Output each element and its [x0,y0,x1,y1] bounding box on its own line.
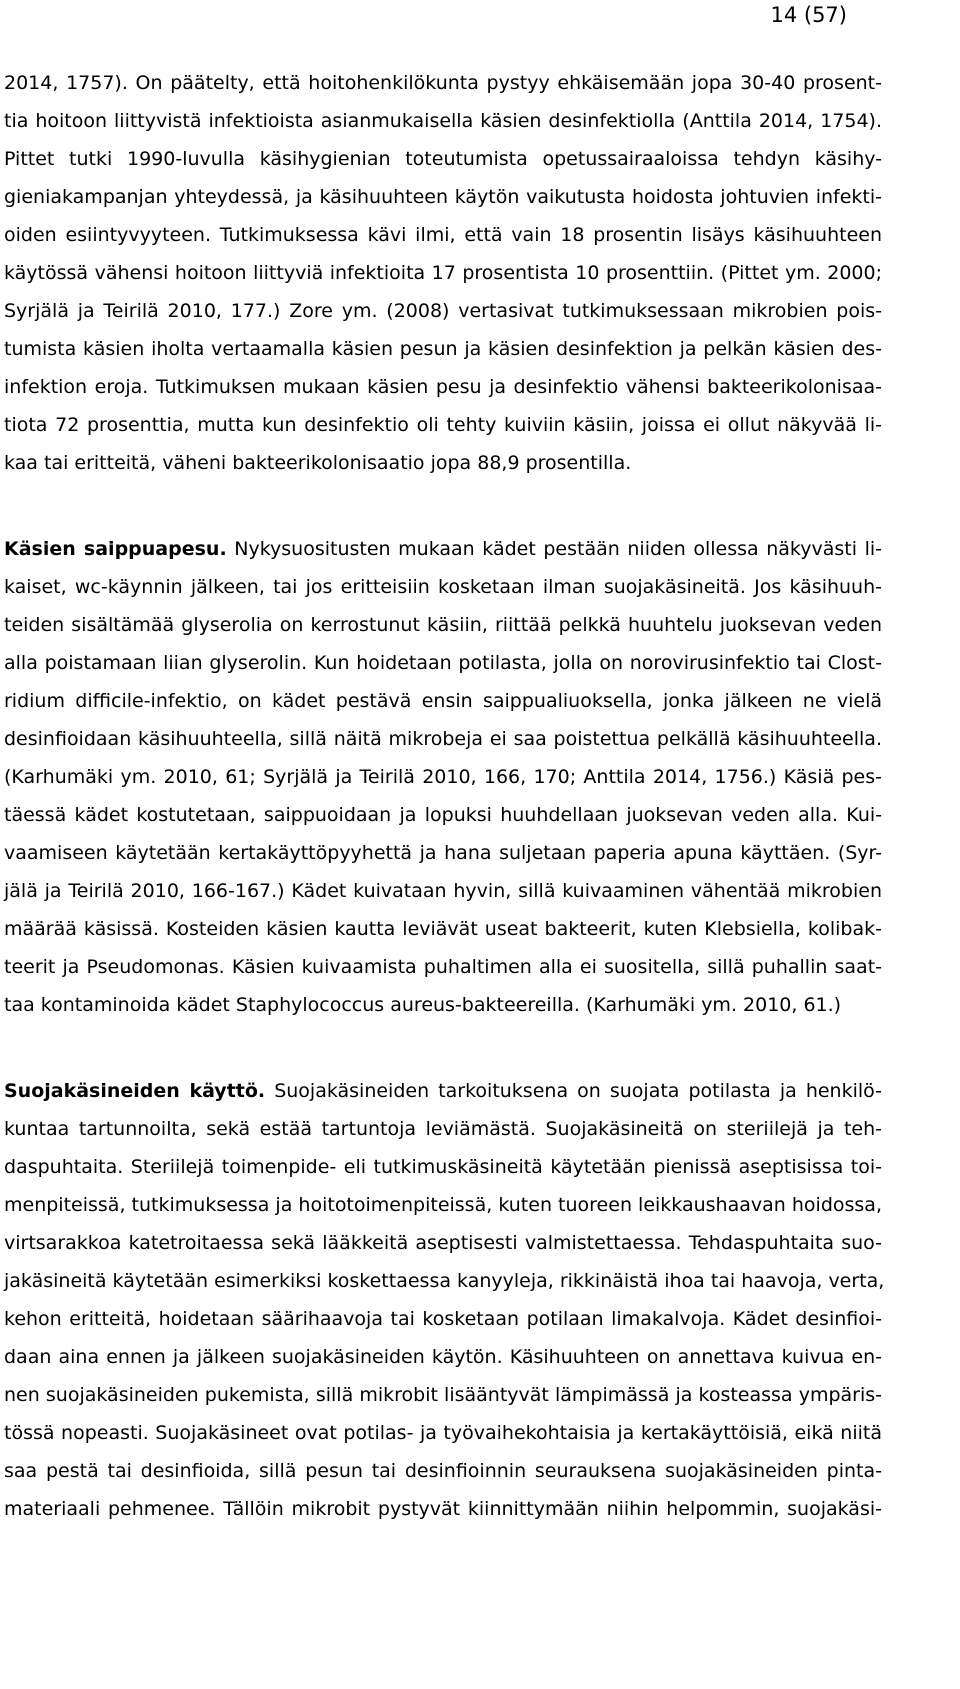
text-line: tia hoitoon liittyvistä infektioista asianmukaisella käsien desinfektiolla (Anttila 2014, 1754). [4,110,882,132]
document-body [4,64,885,1528]
text-line: alla poistamaan liian glyserolin. Kun hoidetaan potilasta, jolla on norovirusinfektio tai Clost- [4,652,882,674]
text-line: desinfioidaan käsihuuhteella, sillä näitä mikrobeja ei saa poistettua pelkällä käsihuuhteella. [4,728,882,750]
text-line: infektion eroja. Tutkimuksen mukaan käsien pesu ja desinfektio vähensi bakteerikolonisaa- [4,376,882,398]
text-run: Suojakäsineiden tarkoituksena on suojata potilasta ja henkilö- [265,1080,882,1102]
text-line: saa pestä tai desinfioida, sillä pesun tai desinfioinnin seurauksena suojakäsineiden pinta- [4,1460,882,1482]
paragraph-soap-washing [4,530,882,1024]
text-line: taa kontaminoida kädet Staphylococcus aureus-bakteereilla. (Karhumäki ym. 2010, 61.) [4,994,842,1016]
text-line: daan aina ennen ja jälkeen suojakäsineiden käytön. Käsihuuhteen on annettava kuivua en- [4,1346,882,1368]
text-line: määrää käsissä. Kosteiden käsien kautta leviävät useat bakteerit, kuten Klebsiella, kolibak- [4,918,882,940]
section-heading: Suojakäsineiden käyttö. [4,1080,266,1102]
text-line: teerit ja Pseudomonas. Käsien kuivaamista puhaltimen alla ei suositella, sillä puhallin saat- [4,956,882,978]
text-line: Syrjälä ja Teirilä 2010, 177.) Zore ym. (2008) vertasivat tutkimuksessaan mikrobien pois- [4,300,882,322]
text-line: tumista käsien iholta vertaamalla käsien pesun ja käsien desinfektion ja pelkän käsien des- [4,338,882,360]
text-line: kaa tai eritteitä, väheni bakteerikolonisaatio jopa 88,9 prosentilla. [4,452,632,474]
text-line: gieniakampanjan yhteydessä, ja käsihuuhteen käytön vaikutusta hoidosta johtuvien infekti- [4,186,882,208]
text-line: vaamiseen käytetään kertakäyttöpyyhettä ja hana suljetaan paperia apuna käyttäen. (Syr- [4,842,882,864]
text-line: jälä ja Teirilä 2010, 166-167.) Kädet kuivataan hyvin, sillä kuivaaminen vähentää mikrobien [4,880,882,902]
text-line: tössä nopeasti. Suojakäsineet ovat potilas- ja työvaihekohtaisia ja kertakäyttöisiä, eikä niitä [4,1422,882,1444]
text-line: virtsarakkoa katetroitaessa sekä lääkkeitä aseptisesti valmistettaessa. Tehdaspuhtaita suo- [4,1232,882,1254]
text-line: oiden esiintyvyyteen. Tutkimuksessa kävi ilmi, että vain 18 prosentin lisäys käsihuuhteen [4,224,882,246]
text-line: teiden sisältämää glyserolia on kerrostunut käsiin, riittää pelkkä huuhtelu juoksevan veden [4,614,882,636]
text-line: 2014, 1757). On päätelty, että hoitohenkilökunta pystyy ehkäisemään jopa 30-40 prosent- [4,72,882,94]
page-number: 14 (57) [770,3,847,27]
text-line [4,530,882,568]
text-line [4,1072,882,1110]
text-line: kehon eritteitä, hoidetaan säärihaavoja tai kosketaan potilaan limakalvoja. Kädet desinfioi- [4,1308,882,1330]
paragraph-hand-disinfection [4,64,882,482]
text-line: täessä kädet kostutetaan, saippuoidaan ja lopuksi huuhdellaan juoksevan veden alla. Kui- [4,804,882,826]
text-run: Nykysuositusten mukaan kädet pestään niiden ollessa näkyvästi li- [226,538,882,560]
text-line: jakäsineitä käytetään esimerkiksi koskettaessa kanyyleja, rikkinäistä ihoa tai haavoja, verta, [4,1270,885,1292]
text-line: menpiteissä, tutkimuksessa ja hoitotoimenpiteissä, kuten tuoreen leikkaushaavan hoidossa, [4,1194,882,1216]
text-line: Pittet tutki 1990-luvulla käsihygienian toteutumista opetussairaaloissa tehdyn käsihy- [4,148,882,170]
text-line: daspuhtaita. Steriilejä toimenpide- eli tutkimuskäsineitä käytetään pienissä aseptisissa toi- [4,1156,882,1178]
text-line: nen suojakäsineiden pukemista, sillä mikrobit lisääntyvät lämpimässä ja kosteassa ympäris- [4,1384,882,1406]
paragraph-protective-gloves [4,1072,885,1528]
text-line: ridium difficile-infektio, on kädet pestävä ensin saippualiuoksella, jonka jälkeen ne vielä [4,690,882,712]
text-line: kuntaa tartunnoilta, sekä estää tartuntoja leviämästä. Suojakäsineitä on steriilejä ja teh- [4,1118,882,1140]
text-line: kaiset, wc-käynnin jälkeen, tai jos eritteisiin kosketaan ilman suojakäsineitä. Jos käsihuuh- [4,576,882,598]
text-line: käytössä vähensi hoitoon liittyviä infektioita 17 prosentista 10 prosenttiin. (Pittet ym. 2000; [4,262,882,284]
section-heading: Käsien saippuapesu. [4,538,227,560]
text-line: materiaali pehmenee. Tällöin mikrobit pystyvät kiinnittymään niihin helpommin, suojakäsi- [4,1498,882,1520]
text-line: (Karhumäki ym. 2010, 61; Syrjälä ja Teirilä 2010, 166, 170; Anttila 2014, 1756.) Käsiä pes- [4,766,882,788]
text-line: tiota 72 prosenttia, mutta kun desinfektio oli tehty kuiviin käsiin, joissa ei ollut näkyvää li- [4,414,882,436]
